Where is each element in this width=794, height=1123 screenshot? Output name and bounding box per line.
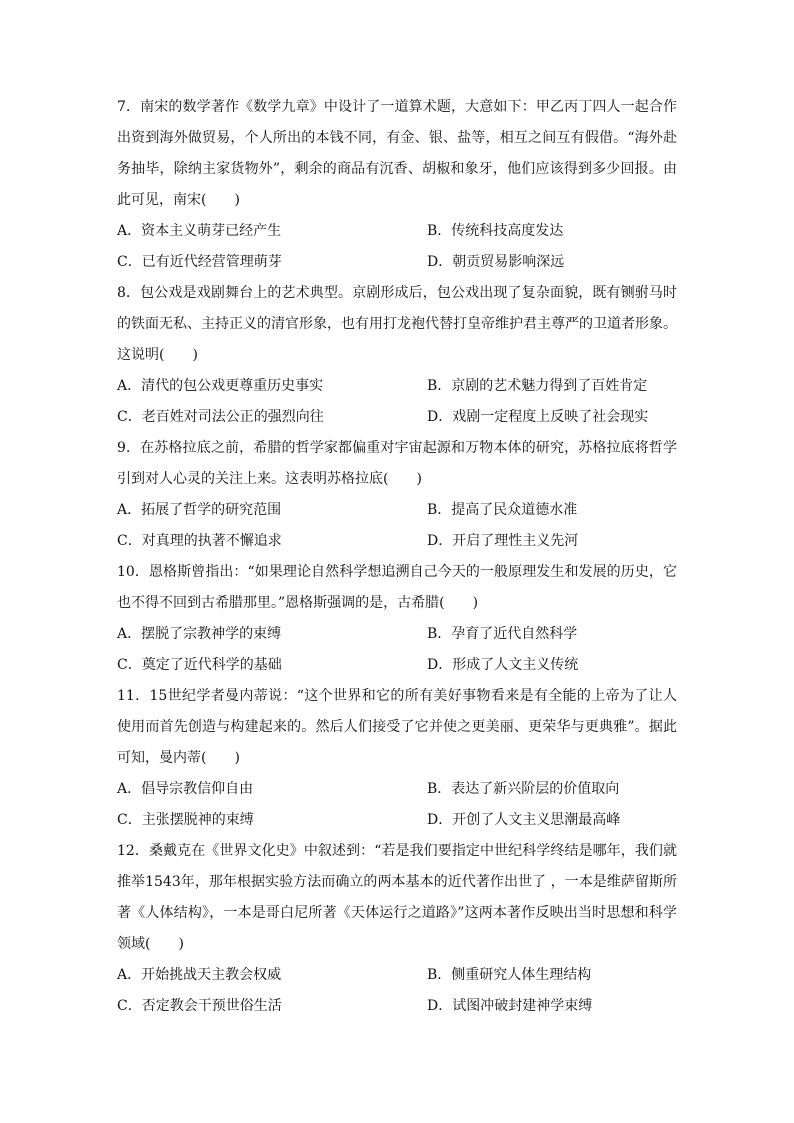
question-11	[117, 681, 677, 836]
question-7	[117, 92, 677, 278]
option-d: D．开创了人文主义思潮最高峰	[427, 812, 621, 828]
option-c: C．否定教会干预世俗生活	[117, 998, 282, 1014]
option-d: D．试图冲破封建神学束缚	[427, 998, 593, 1014]
question-12	[117, 836, 677, 1022]
option-c: C．奠定了近代科学的基础	[117, 657, 282, 673]
options-grid	[117, 495, 677, 557]
option-d: D．开启了理性主义先河	[427, 533, 579, 549]
option-c: C．对真理的执著不懈追求	[117, 533, 282, 549]
question-stem: 8．包公戏是戏剧舞台上的艺术典型。京剧形成后，包公戏出现了复杂面貌，既有铡驸马时的铁面无私、主持正义的清官形象，也有用打龙袍代替打皇帝维护君主尊严的卫道者形象。这说明( )	[117, 285, 677, 363]
options-grid	[117, 371, 677, 433]
option-c: C．老百姓对司法公正的强烈向往	[117, 409, 324, 425]
question-10	[117, 557, 677, 681]
question-8	[117, 278, 677, 433]
question-stem: 12．桑戴克在《世界文化史》中叙述到：“若是我们要指定中世纪科学终结是哪年，我们就推举1543年，那年根据实验方法而确立的两本基本的近代著作出世了 ，一本是维萨留斯所著《人体结构》，一本是哥白尼所著《天体运行之道路》”这两本著作反映出当时思想和科学领域( )	[117, 843, 677, 952]
exam-page	[117, 92, 677, 1022]
question-stem: 9．在苏格拉底之前，希腊的哲学家都偏重对宇宙起源和万物本体的研究，苏格拉底将哲学引到对人心灵的关注上来。这表明苏格拉底( )	[117, 440, 677, 487]
option-b: B．孕育了近代自然科学	[427, 626, 578, 642]
question-9	[117, 433, 677, 557]
option-c: C．已有近代经营管理萌芽	[117, 254, 282, 270]
option-a: A．清代的包公戏更尊重历史事实	[117, 378, 324, 394]
question-stem: 11．15世纪学者曼内蒂说：“这个世界和它的所有美好事物看来是有全能的上帝为了让人使用而首先创造与构建起来的。然后人们接受了它并使之更美丽、更荣华与更典雅”。据此可知，曼内蒂( )	[117, 688, 677, 766]
option-d: D．戏剧一定程度上反映了社会现实	[427, 409, 649, 425]
question-stem: 10．恩格斯曾指出：“如果理论自然科学想追溯自己今天的一般原理发生和发展的历史，它也不得不回到古希腊那里。”恩格斯强调的是，古希腊( )	[117, 564, 677, 611]
option-d: D．形成了人文主义传统	[427, 657, 579, 673]
options-grid	[117, 619, 677, 681]
option-d: D．朝贡贸易影响深远	[427, 254, 565, 270]
option-a: A．开始挑战天主教会权威	[117, 967, 282, 983]
options-grid	[117, 774, 677, 836]
option-a: A．拓展了哲学的研究范围	[117, 502, 282, 518]
options-grid	[117, 960, 677, 1022]
options-grid	[117, 216, 677, 278]
option-b: B．京剧的艺术魅力得到了百姓肯定	[427, 378, 648, 394]
option-b: B．提高了民众道德水准	[427, 502, 578, 518]
option-c: C．主张摆脱神的束缚	[117, 812, 254, 828]
question-stem: 7．南宋的数学著作《数学九章》中设计了一道算术题，大意如下：甲乙丙丁四人一起合作出资到海外做贸易，个人所出的本钱不同，有金、银、盐等，相互之间互有假借。“海外赴务抽毕，除纳主家货物外”，剩余的商品有沉香、胡椒和象牙，他们应该得到多少回报。由此可见，南宋( )	[117, 99, 677, 208]
option-a: A．资本主义萌芽已经产生	[117, 223, 282, 239]
option-a: A．倡导宗教信仰自由	[117, 781, 254, 797]
option-a: A．摆脱了宗教神学的束缚	[117, 626, 282, 642]
option-b: B．表达了新兴阶层的价值取向	[427, 781, 620, 797]
option-b: B．侧重研究人体生理结构	[427, 967, 592, 983]
option-b: B．传统科技高度发达	[427, 223, 564, 239]
